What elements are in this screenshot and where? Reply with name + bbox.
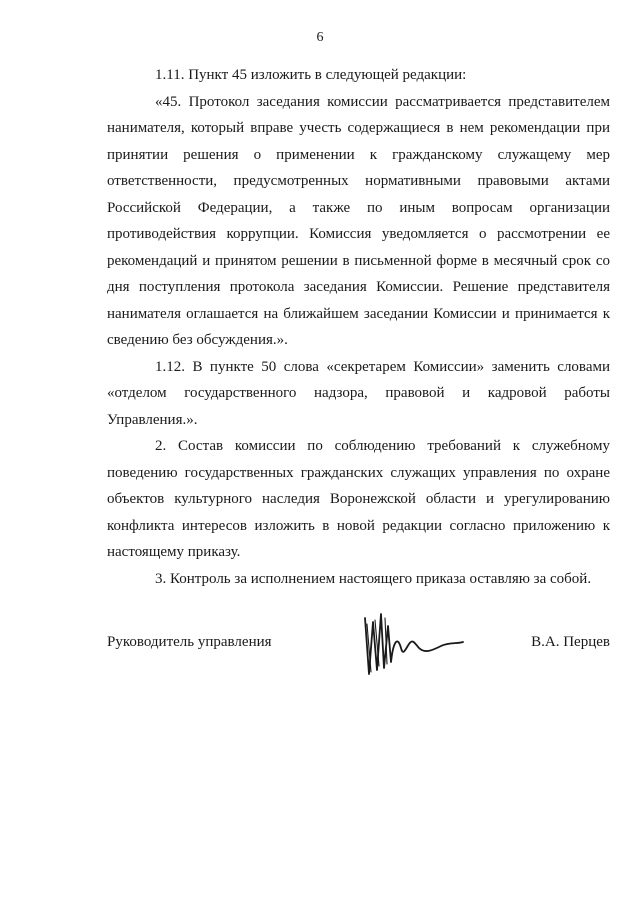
document-body: [107, 62, 610, 592]
paragraph-1-12: 1.12. В пункте 50 слова «секретарем Комиссии» заменить словами «отделом государственного надзора, правовой и кадровой работы Управления.».: [107, 358, 610, 428]
paragraph-1-11: 1.11. Пункт 45 изложить в следующей редакции:: [155, 67, 467, 83]
signatory-position: Руководитель управления: [107, 634, 272, 650]
paragraph-2: 2. Состав комиссии по соблюдению требований к служебному поведению государственных гражданских служащих управления по охране объектов культурного наследия Воронежской области и урегулированию конфликта интересов изложить в новой редакции согласно приложению к настоящему приказу.: [107, 438, 610, 560]
paragraph-3: 3. Контроль за исполнением настоящего приказа оставляю за собой.: [155, 570, 592, 587]
page-number: 6: [316, 30, 324, 45]
signatory-name: В.А. Перцев: [531, 634, 610, 650]
handwritten-signature: [357, 604, 467, 679]
signature-block: [107, 604, 610, 684]
paragraph-45-text: «45. Протокол заседания комиссии рассматривается представителем нанимателя, который вправе учесть содержащиеся в нем рекомендации при принятии решения о применении к гражданскому служащему мер ответственности, предусмотренных нормативными правовыми актами Российской Федерации, а также по иным вопросам организации противодействия коррупции. Комиссия уведомляется о рассмотрении ее рекомендаций и принятом решении в письменной форме в месячный срок со дня поступления протокола заседания Комиссии. Решение представителя нанимателя оглашается на ближайшем заседании Комиссии и принимается к сведению без обсуждения.».: [107, 93, 610, 348]
